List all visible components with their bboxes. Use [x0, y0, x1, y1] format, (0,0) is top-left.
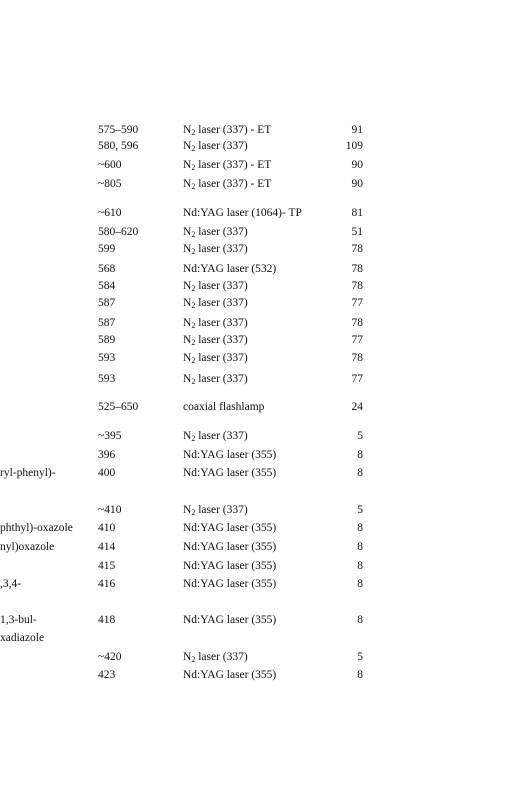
source-subscript: 2	[191, 301, 196, 310]
reference-number: 109	[345, 140, 363, 152]
emission-wavelength: 599	[98, 243, 116, 255]
reference-number: 8	[357, 467, 363, 479]
emission-wavelength: ~610	[98, 207, 122, 219]
emission-wavelength: ~600	[98, 159, 122, 171]
excitation-source	[183, 177, 271, 191]
emission-wavelength: ~410	[98, 504, 122, 516]
reference-number: 77	[351, 373, 363, 385]
source-text: N	[183, 651, 192, 663]
excitation-source	[183, 123, 271, 137]
source-text: N	[183, 159, 192, 171]
source-text-suffix: laser (337)	[195, 651, 248, 663]
source-text-suffix: laser (337)	[195, 430, 248, 442]
source-text-suffix: laser (337)	[195, 280, 248, 292]
reference-number: 77	[351, 297, 363, 309]
emission-wavelength: 584	[98, 280, 116, 292]
excitation-source	[183, 668, 276, 682]
source-text: Nd:YAG laser (355)	[183, 560, 277, 572]
source-text: Nd:YAG laser (355)	[183, 541, 277, 553]
excitation-source	[183, 540, 276, 554]
excitation-source	[183, 559, 276, 573]
source-text-suffix: laser (337) - ET	[195, 159, 272, 171]
reference-number: 5	[357, 651, 363, 663]
compound-name-fragment: 1,3-bul-	[0, 614, 37, 626]
source-text: Nd:YAG laser (355)	[183, 669, 277, 681]
excitation-source	[183, 158, 271, 172]
excitation-source	[183, 333, 248, 347]
source-text-suffix: laser (337)	[195, 297, 248, 309]
reference-number: 8	[357, 560, 363, 572]
emission-wavelength: 568	[98, 263, 116, 275]
source-text: coaxial flashlamp	[183, 401, 265, 413]
excitation-source	[183, 296, 248, 310]
reference-number: 8	[357, 578, 363, 590]
emission-wavelength: 589	[98, 334, 116, 346]
compound-name-fragment: phthyl)-oxazole	[0, 522, 73, 534]
source-subscript: 2	[191, 338, 196, 347]
excitation-source	[183, 429, 248, 443]
reference-number: 5	[357, 504, 363, 516]
excitation-source	[183, 351, 248, 365]
source-text: Nd:YAG laser (355)	[183, 467, 277, 479]
source-text: N	[183, 504, 192, 516]
source-text-suffix: laser (337)	[195, 243, 248, 255]
emission-wavelength: 418	[98, 614, 116, 626]
source-subscript: 2	[191, 163, 196, 172]
reference-number: 8	[357, 449, 363, 461]
emission-wavelength: 423	[98, 669, 116, 681]
source-subscript: 2	[191, 508, 196, 517]
excitation-source	[183, 279, 248, 293]
compound-name-fragment: nyl)oxazole	[0, 541, 55, 553]
source-text-suffix: laser (337) - ET	[195, 178, 272, 190]
excitation-source	[183, 139, 248, 153]
source-text: N	[183, 297, 192, 309]
source-text: Nd:YAG laser (1064)- TP	[183, 207, 302, 219]
emission-wavelength: ~805	[98, 178, 122, 190]
source-text: N	[183, 178, 192, 190]
reference-number: 8	[357, 614, 363, 626]
source-text: Nd:YAG laser (355)	[183, 578, 277, 590]
source-text: N	[183, 317, 192, 329]
reference-number: 5	[357, 430, 363, 442]
reference-number: 78	[351, 280, 363, 292]
emission-wavelength: 410	[98, 522, 116, 534]
source-subscript: 2	[191, 230, 196, 239]
emission-wavelength: 400	[98, 467, 116, 479]
excitation-source	[183, 372, 248, 386]
source-subscript: 2	[191, 434, 196, 443]
emission-wavelength: 414	[98, 541, 116, 553]
reference-number: 8	[357, 522, 363, 534]
excitation-source	[183, 650, 248, 664]
excitation-source	[183, 206, 302, 220]
emission-wavelength: 587	[98, 297, 116, 309]
emission-wavelength: 580–620	[98, 226, 139, 238]
source-text-suffix: laser (337)	[195, 226, 248, 238]
emission-wavelength: 415	[98, 560, 116, 572]
excitation-source	[183, 503, 248, 517]
reference-number: 90	[351, 159, 363, 171]
reference-number: 78	[351, 243, 363, 255]
reference-number: 77	[351, 334, 363, 346]
source-subscript: 2	[191, 356, 196, 365]
emission-wavelength: 593	[98, 373, 116, 385]
reference-number: 81	[351, 207, 363, 219]
excitation-source	[183, 242, 248, 256]
excitation-source	[183, 577, 276, 591]
source-subscript: 2	[191, 284, 196, 293]
source-text: N	[183, 430, 192, 442]
reference-number: 51	[351, 226, 363, 238]
emission-wavelength: 575–590	[98, 124, 139, 136]
compound-name-fragment: xadiazole	[0, 632, 45, 644]
emission-wavelength: 587	[98, 317, 116, 329]
source-subscript: 2	[191, 144, 196, 153]
emission-wavelength: 580, 596	[98, 140, 139, 152]
emission-wavelength: 416	[98, 578, 116, 590]
excitation-source	[183, 448, 276, 462]
excitation-source	[183, 613, 276, 627]
source-subscript: 2	[191, 182, 196, 191]
source-subscript: 2	[191, 655, 196, 664]
emission-wavelength: ~395	[98, 430, 122, 442]
reference-number: 78	[351, 317, 363, 329]
source-text: N	[183, 243, 192, 255]
reference-number: 8	[357, 669, 363, 681]
source-text-suffix: laser (337)	[195, 334, 248, 346]
source-subscript: 2	[191, 128, 196, 137]
emission-wavelength: ~420	[98, 651, 122, 663]
reference-number: 78	[351, 263, 363, 275]
source-subscript: 2	[191, 377, 196, 386]
excitation-source	[183, 225, 248, 239]
source-text-suffix: laser (337)	[195, 140, 248, 152]
compound-name-fragment: ryl-phenyl)-	[0, 467, 56, 479]
source-text: N	[183, 140, 192, 152]
excitation-source	[183, 400, 264, 414]
source-text-suffix: laser (337)	[195, 352, 248, 364]
source-text: N	[183, 334, 192, 346]
source-text: Nd:YAG laser (355)	[183, 449, 277, 461]
reference-number: 91	[351, 124, 363, 136]
source-text: N	[183, 226, 192, 238]
source-text: N	[183, 124, 192, 136]
reference-number: 90	[351, 178, 363, 190]
source-text: N	[183, 280, 192, 292]
source-text-suffix: laser (337)	[195, 504, 248, 516]
source-text: Nd:YAG laser (355)	[183, 522, 277, 534]
source-text: Nd:YAG laser (532)	[183, 263, 277, 275]
source-text-suffix: laser (337) - ET	[195, 124, 272, 136]
source-text-suffix: laser (337)	[195, 373, 248, 385]
emission-wavelength: 525–650	[98, 401, 139, 413]
excitation-source	[183, 521, 276, 535]
excitation-source	[183, 316, 248, 330]
emission-wavelength: 396	[98, 449, 116, 461]
source-subscript: 2	[191, 247, 196, 256]
source-text: N	[183, 373, 192, 385]
source-text: N	[183, 352, 192, 364]
source-text-suffix: laser (337)	[195, 317, 248, 329]
source-text: Nd:YAG laser (355)	[183, 614, 277, 626]
reference-number: 78	[351, 352, 363, 364]
source-subscript: 2	[191, 321, 196, 330]
compound-name-fragment: ,3,4-	[0, 578, 22, 590]
excitation-source	[183, 262, 276, 276]
emission-wavelength: 593	[98, 352, 116, 364]
reference-number: 8	[357, 541, 363, 553]
excitation-source	[183, 466, 276, 480]
reference-number: 24	[351, 401, 363, 413]
